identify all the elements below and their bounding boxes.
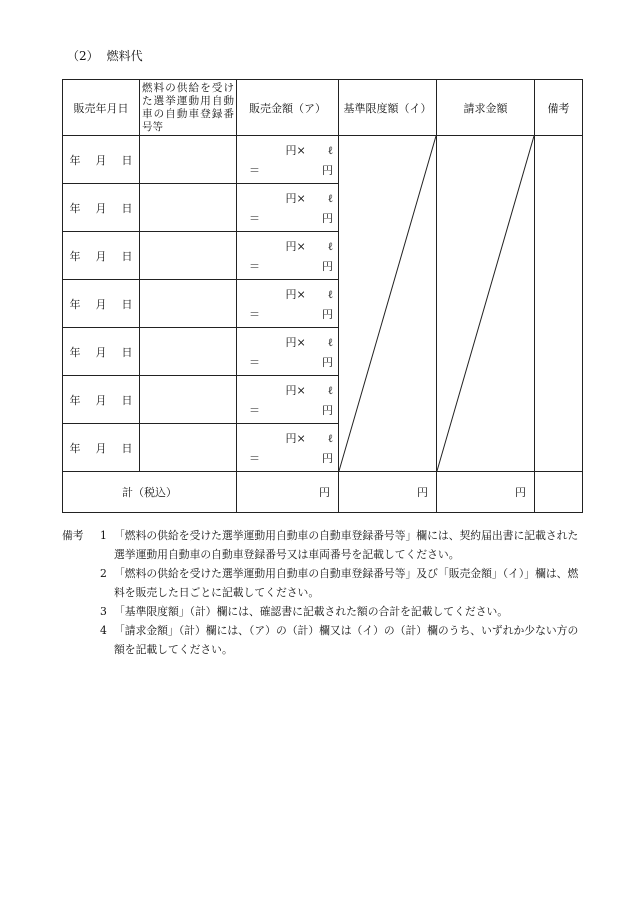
sales-cell[interactable] — [237, 328, 339, 376]
amount-yen: 円 — [322, 164, 333, 177]
year-label: 年 — [69, 153, 81, 167]
year-label: 年 — [69, 201, 81, 215]
unit-price-yen: 円× — [285, 336, 306, 349]
liter-label: ℓ — [327, 240, 333, 253]
liter-label: ℓ — [327, 144, 333, 157]
equals-sign: ＝ — [249, 308, 260, 321]
equals-sign: ＝ — [249, 404, 260, 417]
equals-sign: ＝ — [249, 212, 260, 225]
amount-yen: 円 — [322, 212, 333, 225]
liter-label: ℓ — [327, 336, 333, 349]
date-cell[interactable] — [63, 328, 140, 376]
month-label: 月 — [95, 153, 107, 167]
limit-disabled-cell — [339, 136, 437, 472]
unit-price-yen: 円× — [285, 288, 306, 301]
month-label: 月 — [95, 345, 107, 359]
header-claim: 請求金額 — [437, 80, 535, 136]
header-sales: 販売金額（ア） — [237, 80, 339, 136]
amount-yen: 円 — [322, 260, 333, 273]
unit-price-yen: 円× — [285, 432, 306, 445]
equals-sign: ＝ — [249, 356, 260, 369]
day-label: 日 — [121, 441, 133, 455]
note-item — [62, 602, 587, 621]
amount-yen: 円 — [322, 356, 333, 369]
note-number: 4 — [100, 624, 107, 637]
total-row — [63, 472, 583, 513]
day-label: 日 — [121, 153, 133, 167]
header-limit: 基準限度額（イ） — [339, 80, 437, 136]
vehicle-cell[interactable] — [140, 424, 237, 472]
total-sales[interactable]: 円 — [237, 472, 339, 513]
notes-title: 備考 — [62, 529, 84, 542]
sales-cell[interactable] — [237, 136, 339, 184]
equals-sign: ＝ — [249, 260, 260, 273]
sales-cell[interactable] — [237, 376, 339, 424]
unit-price-yen: 円× — [285, 192, 306, 205]
day-label: 日 — [121, 345, 133, 359]
month-label: 月 — [95, 441, 107, 455]
equals-sign: ＝ — [249, 164, 260, 177]
year-label: 年 — [69, 393, 81, 407]
amount-yen: 円 — [322, 452, 333, 465]
notes-section — [62, 526, 587, 659]
date-cell[interactable] — [63, 280, 140, 328]
note-number: 3 — [100, 605, 107, 618]
liter-label: ℓ — [327, 192, 333, 205]
total-label: 計（税込） — [63, 472, 237, 513]
date-cell[interactable] — [63, 136, 140, 184]
remarks-cell[interactable] — [535, 136, 583, 472]
year-label: 年 — [69, 297, 81, 311]
note-number: 1 — [100, 529, 107, 542]
unit-price-yen: 円× — [285, 384, 306, 397]
year-label: 年 — [69, 441, 81, 455]
day-label: 日 — [121, 201, 133, 215]
total-claim[interactable]: 円 — [437, 472, 535, 513]
total-limit[interactable]: 円 — [339, 472, 437, 513]
section-heading — [67, 47, 143, 64]
date-cell[interactable] — [63, 184, 140, 232]
note-text: 「燃料の供給を受けた選挙運動用自動車の自動車登録番号等」欄には、契約届出書に記載された選挙運動用自動車の自動車登録番号又は車両番号を記載してください。 — [114, 529, 579, 561]
day-label: 日 — [121, 297, 133, 311]
vehicle-cell[interactable] — [140, 376, 237, 424]
liter-label: ℓ — [327, 384, 333, 397]
diagonal-strike — [339, 136, 436, 471]
total-remarks[interactable] — [535, 472, 583, 513]
amount-yen: 円 — [322, 404, 333, 417]
note-item — [62, 621, 587, 659]
date-cell[interactable] — [63, 424, 140, 472]
section-title: 燃料代 — [106, 49, 143, 63]
vehicle-cell[interactable] — [140, 136, 237, 184]
unit-price-yen: 円× — [285, 240, 306, 253]
table-row — [63, 136, 583, 184]
sales-cell[interactable] — [237, 280, 339, 328]
unit-price-yen: 円× — [285, 144, 306, 157]
note-text: 「請求金額」（計）欄には、（ア）の（計）欄又は（イ）の（計）欄のうち、いずれか少ない方の額を記載してください。 — [114, 624, 579, 656]
note-item — [62, 526, 587, 564]
vehicle-cell[interactable] — [140, 280, 237, 328]
sales-cell[interactable] — [237, 184, 339, 232]
diagonal-strike — [437, 136, 534, 471]
header-vehicle: 燃料の供給を受けた選挙運動用自動車の自動車登録番号等 — [140, 80, 237, 136]
day-label: 日 — [121, 249, 133, 263]
year-label: 年 — [69, 249, 81, 263]
amount-yen: 円 — [322, 308, 333, 321]
vehicle-cell[interactable] — [140, 232, 237, 280]
note-text: 「燃料の供給を受けた選挙運動用自動車の自動車登録番号等」及び「販売金額」（イ）」欄は、燃料を販売した日ごとに記載してください。 — [114, 567, 579, 599]
month-label: 月 — [95, 393, 107, 407]
vehicle-cell[interactable] — [140, 184, 237, 232]
sales-cell[interactable] — [237, 424, 339, 472]
header-date: 販売年月日 — [63, 80, 140, 136]
header-remarks: 備考 — [535, 80, 583, 136]
date-cell[interactable] — [63, 232, 140, 280]
claim-disabled-cell — [437, 136, 535, 472]
month-label: 月 — [95, 201, 107, 215]
date-cell[interactable] — [63, 376, 140, 424]
header-row — [63, 80, 583, 136]
liter-label: ℓ — [327, 288, 333, 301]
vehicle-cell[interactable] — [140, 328, 237, 376]
note-number: 2 — [100, 567, 107, 580]
day-label: 日 — [121, 393, 133, 407]
liter-label: ℓ — [327, 432, 333, 445]
section-number: （2） — [67, 49, 99, 63]
note-item — [62, 564, 587, 602]
fuel-cost-table — [62, 79, 583, 513]
sales-cell[interactable] — [237, 232, 339, 280]
month-label: 月 — [95, 297, 107, 311]
year-label: 年 — [69, 345, 81, 359]
month-label: 月 — [95, 249, 107, 263]
equals-sign: ＝ — [249, 452, 260, 465]
note-text: 「基準限度額」（計）欄には、確認書に記載された額の合計を記載してください。 — [114, 605, 509, 618]
